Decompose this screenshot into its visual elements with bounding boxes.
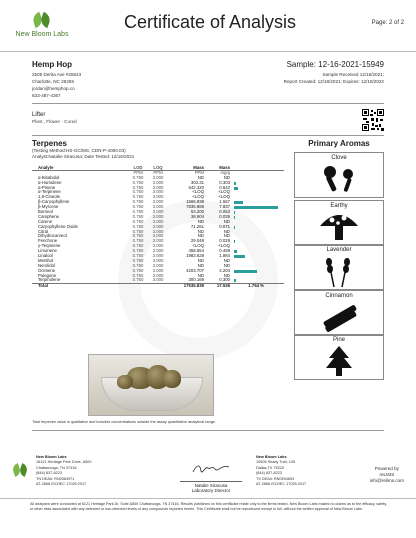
client-email: jordan@hemphop.co: [32, 86, 75, 91]
client-line: Charlotte, NC 28269: [32, 79, 74, 84]
loq-value: 3.000: [152, 253, 164, 259]
leaf-icon: [12, 462, 28, 478]
mass-ppm: 642.320: [188, 184, 204, 190]
aroma-pine: [294, 334, 384, 380]
phone: (844) 837-8223: [36, 471, 62, 476]
mass-mg: ND: [223, 272, 230, 278]
terpenes-table: [32, 166, 284, 288]
loq-value: 3.000: [152, 257, 164, 263]
page-title: Certificate of Analysis: [123, 12, 297, 32]
lod-value: 0.750: [132, 223, 144, 229]
footnote: Total terpenes value is qualitative and includes concentrations outside the assay quantitative analytical range.: [32, 420, 216, 424]
analyte-name: Terpinolene: [38, 277, 61, 283]
analyte-name: β-Caryophyllene: [38, 199, 70, 205]
proportion-bar: [234, 211, 235, 214]
address-line: Dallas,TX 75220: [256, 465, 285, 470]
mass-mg: 0.071: [219, 223, 230, 229]
mass-ppm: ND: [197, 257, 204, 263]
section-title: Terpenes: [32, 139, 67, 148]
proportion-bar: [234, 206, 278, 209]
loq-value: 3.000: [152, 179, 164, 185]
loq-value: 3.000: [152, 233, 164, 239]
loq-value: 3.000: [152, 174, 164, 180]
aromas-title: Primary Aromas: [308, 139, 370, 148]
mass-mg: ND: [223, 218, 230, 224]
loq-value: 3.000: [152, 223, 164, 229]
product-info: [32, 111, 77, 124]
loq-value: 3.000: [152, 209, 164, 215]
mass-mg: 4.204: [219, 267, 230, 273]
unit-label: mg/g: [220, 169, 230, 175]
mass-ppm: <LOQ: [192, 189, 204, 195]
divider: [32, 135, 384, 136]
sample-info: [184, 60, 384, 85]
analyte-name: 1,8-Cineole: [38, 194, 60, 200]
proportion-bar: [234, 270, 257, 273]
loq-value: 3.000: [152, 248, 164, 254]
flower-bud: [117, 375, 133, 389]
analyte-name: α-Bisabolol: [38, 174, 60, 180]
loq-value: 3.000: [152, 228, 164, 234]
pine-tree-icon: [314, 344, 364, 378]
analyte-name: Citral: [38, 228, 49, 234]
loq-value: 3.000: [152, 218, 164, 224]
proportion-bar: [234, 250, 237, 253]
accreditation: AT-2868 ISO/IEC 17025:2017: [36, 482, 87, 487]
dea-number: TX DEA#: RN0594653: [256, 476, 295, 481]
mass-mg: ND: [223, 262, 230, 268]
flower-bud: [163, 370, 181, 388]
mass-mg: ND: [223, 257, 230, 263]
aroma-earthy: [294, 200, 384, 246]
sample-received: Sample Received 12/16/2021;: [322, 72, 384, 77]
report-dates: Report Created: 12/18/2021; Expires: 12/18/2022: [283, 79, 384, 84]
unit-label: PPM: [133, 169, 143, 175]
loq-value: 3.000: [152, 243, 164, 249]
analyte-name: Fenchone: [38, 238, 58, 244]
powered-brand: reLIMS: [379, 472, 395, 477]
proportion-bar: [234, 279, 236, 282]
total-label: Total: [38, 283, 48, 289]
analyte-name: Caryophyllene Oxide: [38, 223, 78, 229]
mass-ppm: 29.048: [190, 238, 204, 244]
lab-address-left: [36, 455, 92, 487]
mass-mg: 0.459: [219, 248, 230, 254]
loq-value: 3.000: [152, 184, 164, 190]
mass-ppm: ND: [197, 174, 204, 180]
analyte-name: Dihydrocarveol: [38, 233, 67, 239]
signer-name: Natalie Siracusa: [180, 481, 242, 488]
total-mass-mg: 17.536: [216, 283, 230, 289]
aroma-label: Earthy: [330, 203, 348, 209]
analyte-name: γ-Terpinene: [38, 243, 61, 249]
mass-ppm: 1983.628: [186, 253, 204, 259]
mass-mg: <LOQ: [218, 189, 230, 195]
client-name: Hemp Hop: [32, 60, 72, 69]
product-name: Lifter: [32, 112, 46, 118]
mass-mg: ND: [223, 228, 230, 234]
total-row: [32, 283, 284, 288]
mass-mg: 0.029: [219, 238, 230, 244]
aroma-label: Cinnamon: [325, 293, 353, 299]
mass-ppm: ND: [197, 228, 204, 234]
lod-value: 0.750: [132, 267, 144, 273]
column-header: LOD: [133, 165, 143, 170]
loq-value: 3.000: [152, 199, 164, 205]
proportion-bar: [234, 255, 245, 258]
mass-mg: 0.642: [219, 184, 230, 190]
analyte-name: Limonene: [38, 248, 57, 254]
lod-value: 0.750: [132, 204, 144, 210]
loq-value: 3.000: [152, 238, 164, 244]
divider: [32, 430, 384, 431]
proportion-bar: [234, 201, 243, 204]
primary-aromas: [294, 139, 384, 151]
analyte-name: Carene: [38, 218, 53, 224]
analyte-name: Ocimene: [38, 267, 56, 273]
lod-value: 0.750: [132, 209, 144, 215]
mass-mg: 0.300: [219, 277, 230, 283]
clove-icon: [314, 162, 364, 196]
aroma-clove: [294, 152, 384, 198]
leaf-icon: [32, 12, 52, 28]
disclaimer: All analyses were conducted at 6121 Heritage Park Dr, Suite A500 Chattanooga, TN 37416. Results published on this certificate relate only to the items tested. New Bloom Labs makes no claims as to the efficacy, safety, or other risks associated with any detected or non-detected levels of any compounds reported herein. This Certificate shall not be reproduced except in full, without the written approval of New Bloom Labs.: [30, 502, 387, 511]
testing-method: (Testing Method:HS-GC/MS, CDN-P-4000.03): [32, 148, 126, 153]
analyte-name: Nerolidol: [38, 262, 55, 268]
mass-ppm: 458.654: [188, 248, 204, 254]
analyte-name: Linalool: [38, 253, 53, 259]
analyte-name: α-Humulene: [38, 179, 62, 185]
mass-mg: 0.303: [219, 179, 230, 185]
lod-value: 0.750: [132, 238, 144, 244]
divider: [0, 498, 416, 499]
mass-ppm: <LOQ: [192, 243, 204, 249]
mass-ppm: 38.904: [190, 213, 204, 219]
analyte-name: Camphene: [38, 213, 60, 219]
mass-ppm: 71.261: [190, 223, 204, 229]
loq-value: 3.000: [152, 267, 164, 273]
mass-ppm: ND: [197, 218, 204, 224]
mass-mg: 1.567: [219, 199, 230, 205]
client-info: [32, 60, 192, 99]
lod-value: 0.750: [132, 184, 144, 190]
mass-ppm: ND: [197, 262, 204, 268]
client-line: 2505 Derita Ave #26543: [32, 72, 82, 77]
mass-mg: <LOQ: [218, 194, 230, 200]
client-phone: 833-487-4367: [32, 93, 61, 98]
lab-logo: [12, 12, 72, 38]
mass-mg: 0.039: [219, 213, 230, 219]
analyte-name: Pulegone: [38, 272, 57, 278]
divider: [32, 103, 384, 104]
mass-ppm: 303.31: [190, 179, 204, 185]
proportion-bar: [234, 187, 238, 190]
powered-by: [370, 466, 404, 484]
total-mass-ppm: 17535.839: [183, 283, 204, 289]
mass-ppm: <LOQ: [192, 194, 204, 200]
mass-mg: <LOQ: [218, 243, 230, 249]
aroma-lavender: [294, 244, 384, 290]
lod-value: 0.750: [132, 189, 144, 195]
powered-email[interactable]: info@relims.com: [369, 478, 404, 483]
lab-name: New Bloom Labs: [36, 455, 67, 459]
phone: (844) 837-8223: [256, 471, 282, 476]
mass-ppm: 1566.838: [186, 199, 204, 205]
aroma-label: Clove: [331, 155, 347, 161]
lod-value: 0.750: [132, 262, 144, 268]
page-number: Page: 2 of 2: [371, 20, 404, 26]
signature-image: [191, 462, 231, 476]
column-header: Mass: [219, 165, 230, 170]
mass-ppm: 300.169: [188, 277, 204, 283]
lod-value: 0.750: [132, 174, 144, 180]
mass-mg: ND: [223, 233, 230, 239]
sample-photo: [88, 354, 214, 416]
product-type: Plant , Flower - Cured: [32, 119, 77, 124]
analyte-name: α-Terpinene: [38, 189, 61, 195]
loq-value: 3.000: [152, 189, 164, 195]
loq-value: 3.000: [152, 213, 164, 219]
mass-mg: ND: [223, 174, 230, 180]
lod-value: 0.750: [132, 228, 144, 234]
unit-label: PPM: [194, 169, 204, 175]
powered-label: Powered by: [374, 466, 399, 471]
dea-number: TN DEA#: RN0563971: [36, 476, 75, 481]
lod-value: 0.750: [132, 257, 144, 263]
aroma-cinnamon: [294, 290, 384, 336]
loq-value: 3.000: [152, 194, 164, 200]
lod-value: 0.750: [132, 253, 144, 259]
cinnamon-icon: [314, 300, 364, 334]
lod-value: 0.750: [132, 277, 144, 283]
analyst-info: Analyst:Natalie Siracusa; Date Tested: 12/16/2021: [32, 154, 135, 159]
lab-address-right: [256, 455, 306, 487]
unit-label: PPM: [153, 169, 163, 175]
aroma-label: Lavender: [326, 247, 352, 253]
address-line: 16121 Heritage Park Drive, A500: [36, 460, 92, 465]
mass-ppm: 53.200: [190, 209, 204, 215]
lod-value: 0.750: [132, 179, 144, 185]
lab-name: New Bloom Labs: [256, 455, 287, 459]
mass-mg: 1.984: [219, 253, 230, 259]
mass-mg: 7.837: [219, 204, 230, 210]
mass-ppm: 4203.707: [186, 267, 204, 273]
signature-block: [180, 462, 242, 493]
aroma-label: Pine: [332, 337, 345, 343]
proportion-bar: [234, 216, 235, 219]
accreditation: AT-2868 ISO/IEC 17025:2017: [256, 482, 307, 487]
loq-value: 3.000: [152, 277, 164, 283]
analyte-name: Borneol: [38, 209, 53, 215]
address-line: 10606 Shady Trail, 105: [256, 460, 296, 465]
lod-value: 0.750: [132, 272, 144, 278]
mass-ppm: 7836.886: [186, 204, 204, 210]
lab-name: New Bloom Labs: [15, 31, 69, 38]
lod-value: 0.750: [132, 199, 144, 205]
lavender-icon: [314, 254, 364, 288]
loq-value: 3.000: [152, 204, 164, 210]
mass-ppm: ND: [197, 272, 204, 278]
proportion-bar: [234, 226, 235, 229]
lod-value: 0.750: [132, 243, 144, 249]
header: [0, 0, 416, 52]
sample-id: Sample: 12-16-2021-15949: [286, 60, 384, 69]
mushroom-icon: [314, 210, 364, 244]
address-line: Chattanooga, TN 37416: [36, 465, 77, 470]
analyte-name: β-Myrcene: [38, 204, 59, 210]
loq-value: 3.000: [152, 262, 164, 268]
loq-value: 3.000: [152, 272, 164, 278]
lod-value: 0.750: [132, 194, 144, 200]
column-header: LOQ: [153, 165, 163, 170]
analyte-name: Menthol: [38, 257, 54, 263]
column-header: Analyte: [38, 165, 54, 170]
mass-ppm: ND: [197, 233, 204, 239]
signer-title: Laboratory Director: [191, 488, 231, 493]
mass-mg: 0.053: [219, 209, 230, 215]
terpenes-header: [32, 139, 284, 160]
column-header: Mass: [193, 165, 204, 170]
analyte-name: α-Pinene: [38, 184, 56, 190]
lod-value: 0.750: [132, 233, 144, 239]
lod-value: 0.750: [132, 248, 144, 254]
lod-value: 0.750: [132, 218, 144, 224]
proportion-bar: [234, 182, 236, 185]
qr-code-icon[interactable]: [362, 109, 384, 131]
total-percent: 1.754 %: [248, 283, 264, 289]
lod-value: 0.750: [132, 213, 144, 219]
